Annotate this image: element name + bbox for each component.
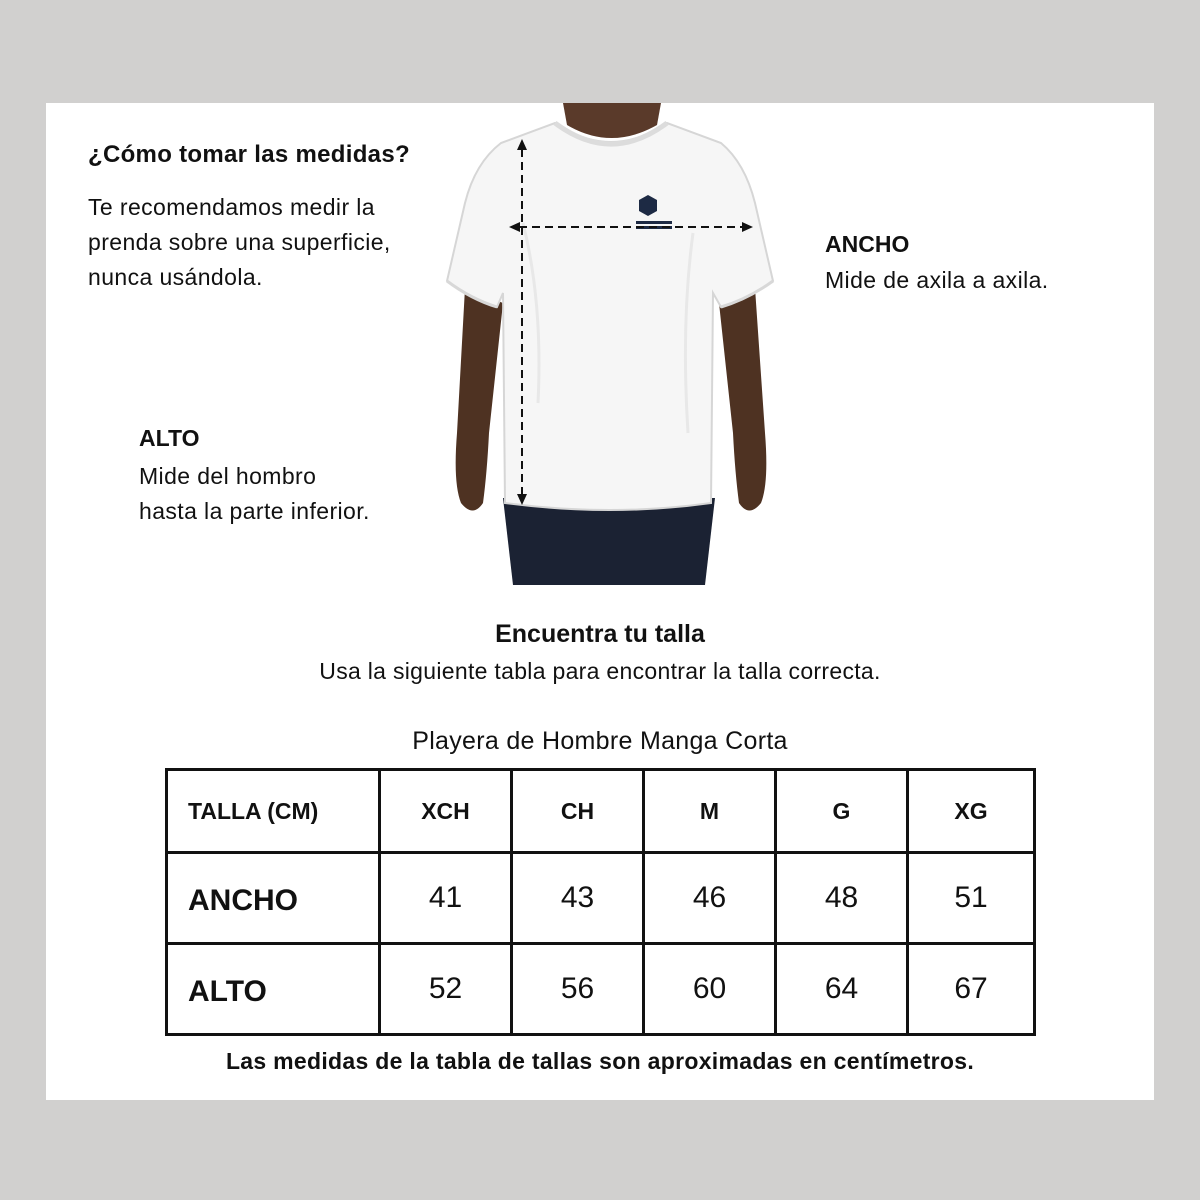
- alto-line: hasta la parte inferior.: [139, 498, 370, 524]
- alto-line: Mide del hombro: [139, 463, 317, 489]
- footnote: Las medidas de la tabla de tallas son aproximadas en centímetros.: [225, 1048, 975, 1074]
- how-to-line: nunca usándola.: [88, 264, 263, 290]
- table-cell: 46: [644, 853, 776, 944]
- table-cell: 43: [512, 853, 644, 944]
- table-header-row: [167, 770, 1035, 853]
- tshirt-photo: [443, 103, 778, 585]
- alto-title: ALTO: [139, 425, 200, 451]
- size-guide-card: [46, 103, 1154, 1100]
- table-header-cell: TALLA (CM): [167, 770, 380, 853]
- table-cell: 64: [776, 944, 908, 1035]
- table-row: [167, 853, 1035, 944]
- table-cell: 48: [776, 853, 908, 944]
- find-size-subtitle: Usa la siguiente tabla para encontrar la talla correcta.: [319, 658, 881, 684]
- size-table-caption: Playera de Hombre Manga Corta: [412, 727, 788, 755]
- table-header-cell: M: [644, 770, 776, 853]
- size-table: [165, 768, 1036, 1036]
- how-to-measure-title: ¿Cómo tomar las medidas?: [88, 141, 410, 168]
- row-label: ANCHO: [167, 853, 380, 944]
- table-row: [167, 944, 1035, 1035]
- table-header-cell: XCH: [380, 770, 512, 853]
- row-label: ALTO: [167, 944, 380, 1035]
- table-cell: 56: [512, 944, 644, 1035]
- table-cell: 41: [380, 853, 512, 944]
- table-cell: 51: [908, 853, 1035, 944]
- how-to-line: prenda sobre una superficie,: [88, 229, 391, 255]
- how-to-line: Te recomendamos medir la: [88, 194, 375, 220]
- find-size-title: Encuentra tu talla: [495, 620, 705, 648]
- table-cell: 52: [380, 944, 512, 1035]
- table-header-cell: G: [776, 770, 908, 853]
- how-to-measure-text: [88, 190, 448, 295]
- table-header-cell: XG: [908, 770, 1035, 853]
- table-cell: 60: [644, 944, 776, 1035]
- table-header-cell: CH: [512, 770, 644, 853]
- table-cell: 67: [908, 944, 1035, 1035]
- ancho-title: ANCHO: [825, 231, 910, 257]
- alto-description: [139, 459, 459, 529]
- ancho-description: Mide de axila a axila.: [825, 267, 1049, 293]
